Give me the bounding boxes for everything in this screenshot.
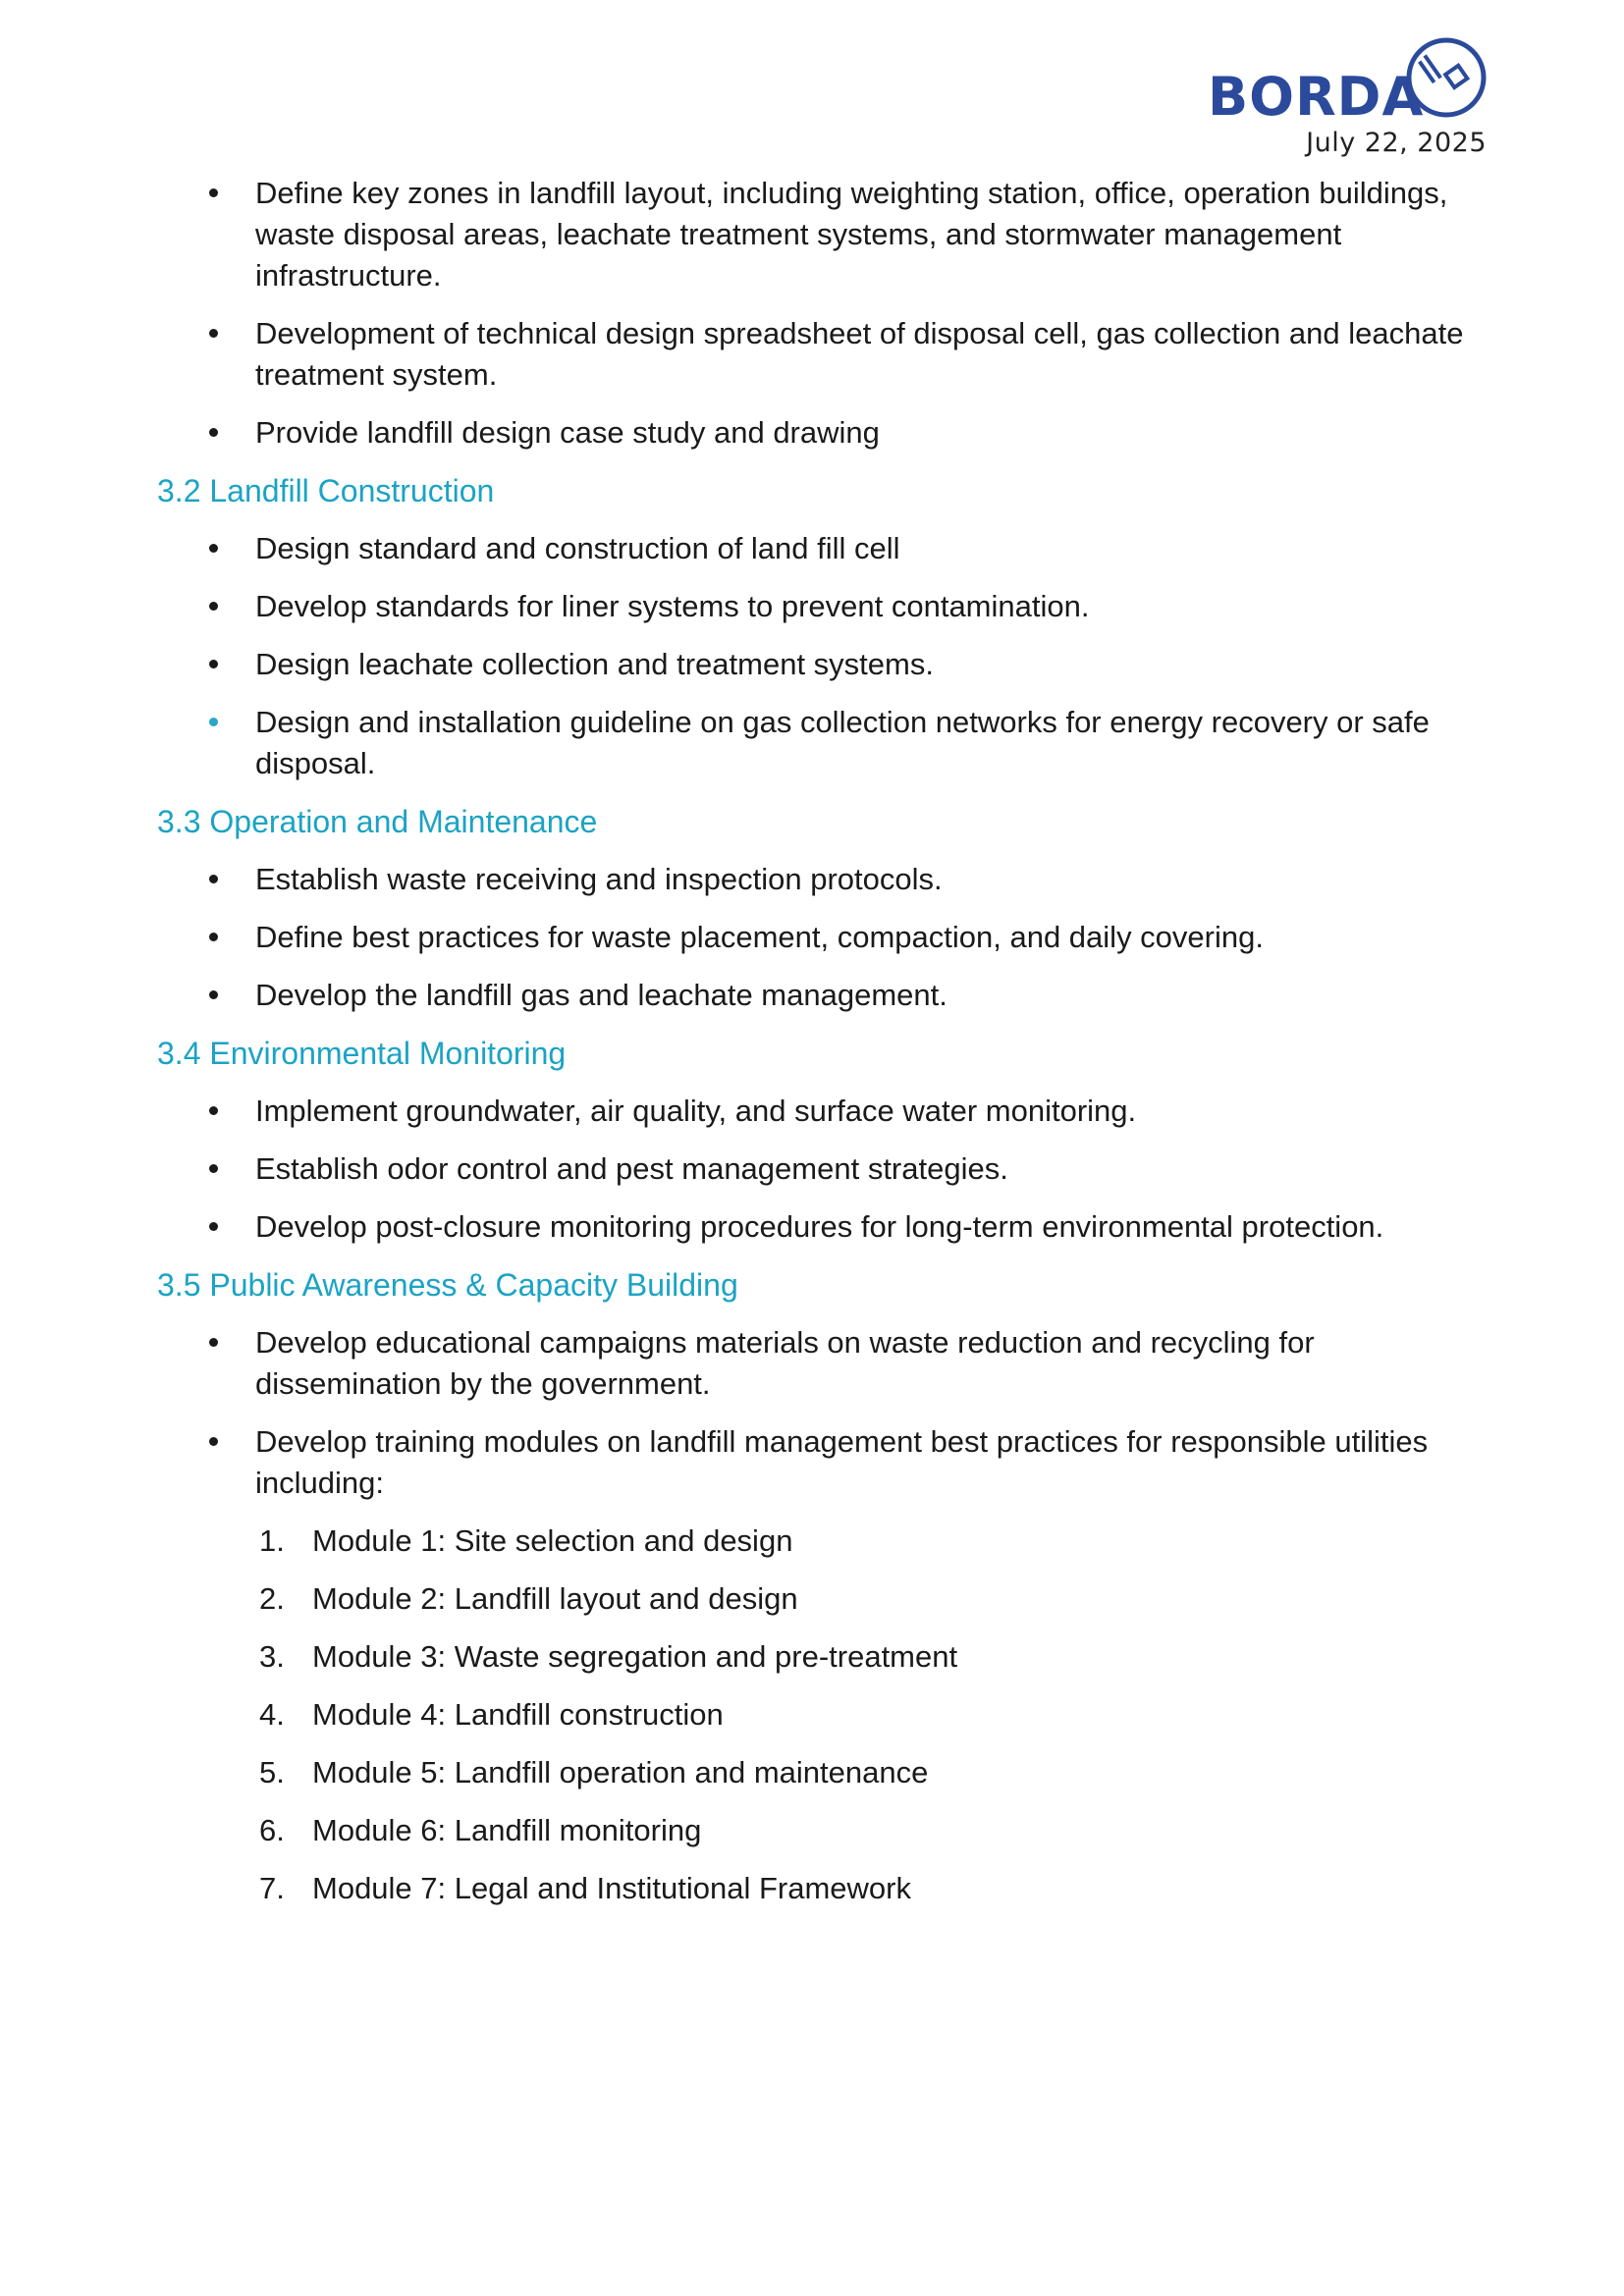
module-text: Module 6: Landfill monitoring <box>312 1813 702 1847</box>
list-item <box>0 702 1624 784</box>
list-item <box>0 586 1624 627</box>
list-item <box>0 1148 1624 1190</box>
bullet-icon <box>206 1148 220 1190</box>
module-text: Module 3: Waste segregation and pre-treatment <box>312 1639 958 1674</box>
module-text: Module 7: Legal and Institutional Framework <box>312 1871 911 1905</box>
list-item-text: Provide landfill design case study and drawing <box>255 415 880 450</box>
list-item <box>0 412 1624 454</box>
list-item <box>0 644 1624 685</box>
intro-bullet-list <box>0 173 1624 454</box>
module-number: 5. <box>259 1755 285 1789</box>
list-item <box>0 1322 1624 1405</box>
section-heading: 3.5 Public Awareness & Capacity Building <box>157 1267 738 1303</box>
list-item-text: Development of technical design spreadsheet of disposal cell, gas collection and leachate treatment system. <box>255 316 1464 392</box>
list-item <box>0 975 1624 1016</box>
module-item <box>0 1636 1624 1678</box>
module-number: 3. <box>259 1639 285 1674</box>
module-number: 4. <box>259 1697 285 1732</box>
section-heading: 3.3 Operation and Maintenance <box>157 804 598 839</box>
bullet-icon <box>206 528 220 569</box>
module-item <box>0 1578 1624 1620</box>
list-item-text: Establish odor control and pest management strategies. <box>255 1151 1008 1186</box>
section-bullet-list <box>0 528 1624 784</box>
bullet-icon <box>206 1421 220 1463</box>
section-bullet-list <box>0 1091 1624 1248</box>
module-item <box>0 1810 1624 1851</box>
bullet-icon <box>206 859 220 900</box>
list-item <box>0 1206 1624 1248</box>
bullet-icon <box>206 173 220 214</box>
module-number: 6. <box>259 1813 285 1847</box>
document-body <box>0 173 1624 1926</box>
list-item <box>0 1421 1624 1504</box>
document-date: July 22, 2025 <box>1306 128 1487 158</box>
module-text: Module 5: Landfill operation and maintenance <box>312 1755 929 1789</box>
section-bullet-list <box>0 859 1624 1016</box>
section-bullet-list <box>0 1322 1624 1504</box>
list-item <box>0 1091 1624 1132</box>
module-item <box>0 1521 1624 1562</box>
bullet-icon <box>206 702 220 743</box>
bullet-icon <box>206 412 220 454</box>
bullet-icon <box>206 644 220 685</box>
logo-text: BORDA <box>1208 66 1425 128</box>
section-heading: 3.4 Environmental Monitoring <box>157 1036 567 1071</box>
bullet-icon <box>206 1206 220 1248</box>
bullet-icon <box>206 313 220 354</box>
list-item-text: Develop training modules on landfill management best practices for responsible utilities including: <box>255 1424 1429 1500</box>
bullet-icon <box>206 917 220 958</box>
module-text: Module 1: Site selection and design <box>312 1523 793 1558</box>
list-item-text: Design and installation guideline on gas collection networks for energy recovery or safe disposal. <box>255 705 1430 780</box>
borda-circle-icon <box>1404 35 1489 120</box>
list-item-text: Develop the landfill gas and leachate management. <box>255 978 947 1012</box>
list-item <box>0 859 1624 900</box>
list-item-text: Develop standards for liner systems to prevent contamination. <box>255 589 1090 623</box>
borda-logo <box>1208 35 1492 133</box>
module-number: 1. <box>259 1523 285 1558</box>
list-item <box>0 528 1624 569</box>
list-item-text: Develop educational campaigns materials on waste reduction and recycling for dissemination by the government. <box>255 1325 1315 1401</box>
list-item <box>0 313 1624 396</box>
module-text: Module 2: Landfill layout and design <box>312 1581 798 1616</box>
bullet-icon <box>206 1091 220 1132</box>
list-item-text: Develop post-closure monitoring procedures for long-term environmental protection. <box>255 1209 1384 1244</box>
bullet-icon <box>206 586 220 627</box>
bullet-icon <box>206 1322 220 1363</box>
module-item <box>0 1868 1624 1909</box>
module-item <box>0 1694 1624 1735</box>
bullet-icon <box>206 975 220 1016</box>
list-item <box>0 917 1624 958</box>
list-item <box>0 173 1624 296</box>
module-item <box>0 1752 1624 1793</box>
module-number: 2. <box>259 1581 285 1616</box>
list-item-text: Define best practices for waste placement, compaction, and daily covering. <box>255 920 1264 954</box>
module-number: 7. <box>259 1871 285 1905</box>
module-numbered-list <box>0 1521 1624 1909</box>
list-item-text: Design standard and construction of land fill cell <box>255 531 900 565</box>
list-item-text: Design leachate collection and treatment systems. <box>255 647 934 681</box>
section-heading: 3.2 Landfill Construction <box>157 473 495 508</box>
module-text: Module 4: Landfill construction <box>312 1697 724 1732</box>
list-item-text: Implement groundwater, air quality, and surface water monitoring. <box>255 1094 1137 1128</box>
list-item-text: Define key zones in landfill layout, including weighting station, office, operation buildings, waste disposal areas, leachate treatment systems, and stormwater management infrastructure. <box>255 176 1448 293</box>
list-item-text: Establish waste receiving and inspection protocols. <box>255 862 943 896</box>
